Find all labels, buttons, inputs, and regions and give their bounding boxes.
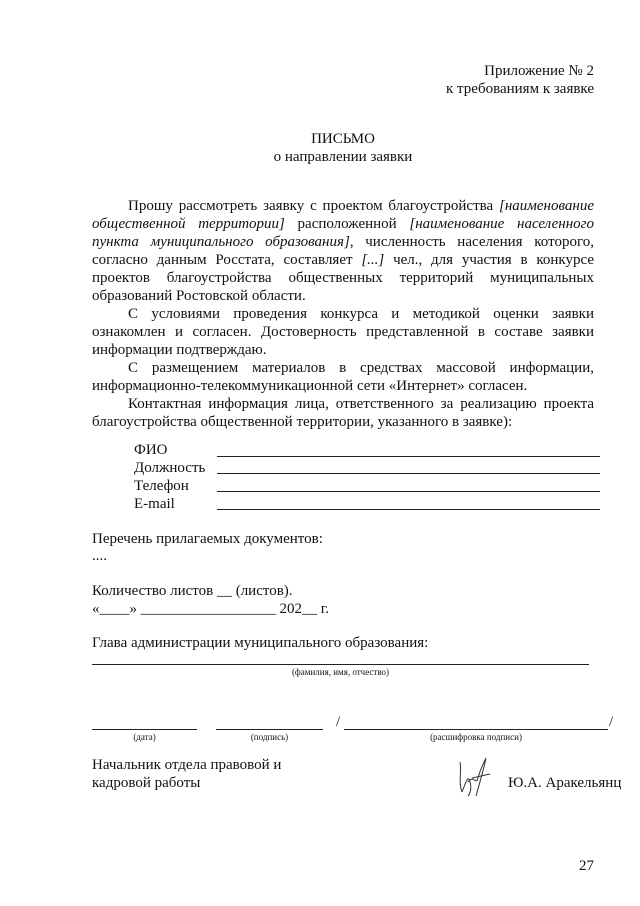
paragraph-media: С размещением материалов в средствах массовой информации, информационно-телекоммуникационной сети «Интернет» согласен. — [92, 360, 594, 394]
documents-heading: Перечень прилагаемых документов: — [92, 531, 323, 547]
contact-label-phone: Телефон — [134, 478, 189, 494]
caption-date: (дата) — [133, 732, 156, 742]
p1-text-2: расположенной — [284, 216, 410, 232]
paragraph-contact: Контактная информация лица, ответственного за реализацию проекта благоустройства общественной территории, указанного в заявке): — [92, 396, 594, 430]
appendix-subtitle: к требованиям к заявке — [446, 81, 594, 97]
date-sign-line[interactable] — [92, 729, 197, 730]
contact-label-fio: ФИО — [134, 442, 168, 458]
signatory-position-line2: кадровой работы — [92, 775, 201, 791]
caption-signature: (подпись) — [250, 732, 289, 742]
contact-fields — [134, 441, 205, 513]
appendix-number: Приложение № 2 — [484, 63, 594, 79]
handwritten-signature — [450, 752, 498, 800]
position-input-line[interactable] — [217, 473, 600, 474]
signatory-position — [92, 756, 281, 792]
p1-italic-settlement: [наименование населенного пункта муниципального образования] — [92, 216, 594, 250]
paragraph-request — [92, 197, 594, 305]
documents-placeholder: .... — [92, 548, 107, 564]
sheets-count: Количество листов __ (листов). — [92, 583, 293, 599]
signature-line[interactable] — [216, 729, 323, 730]
slash-right: / — [609, 714, 614, 730]
caption-fio: (фамилия, имя, отчество) — [291, 667, 390, 677]
signatory-name: Ю.А. Аракельянц — [508, 775, 622, 791]
contact-label-position: Должность — [134, 460, 206, 476]
caption-decode: (расшифровка подписи) — [430, 732, 522, 742]
signatory-position-line1: Начальник отдела правовой и — [92, 757, 282, 773]
email-input-line[interactable] — [217, 509, 600, 510]
head-admin-label: Глава администрации муниципального образования: — [92, 635, 429, 651]
p1-text-3: , численность населения которого, согласно данным Росстата, составляет — [92, 234, 594, 268]
appendix-header — [300, 62, 594, 98]
p1-text-1: Прошу рассмотреть заявку с проектом благоустройства — [128, 198, 500, 214]
letter-title — [92, 130, 594, 166]
fio-input-line[interactable] — [217, 456, 600, 457]
phone-input-line[interactable] — [217, 491, 600, 492]
p1-italic-population: [...] — [361, 252, 385, 268]
slash-left: / — [336, 714, 341, 730]
decode-line[interactable] — [344, 729, 608, 730]
date-line: «____» __________________ 202__ г. — [92, 601, 329, 617]
page-number: 27 — [579, 858, 594, 874]
p1-text-4: чел., для участия в конкурсе проектов благоустройства общественных территорий муниципальных образований Ростовской области. — [92, 252, 594, 304]
p1-italic-territory: [наименование общественной территории] — [92, 198, 594, 232]
contact-label-email: E-mail — [134, 496, 175, 512]
letter-body — [92, 197, 594, 431]
head-fio-line[interactable] — [92, 664, 589, 665]
paragraph-conditions: С условиями проведения конкурса и методикой оценки заявки ознакомлен и согласен. Достоверность представленной в составе заявки информации подтверждаю. — [92, 306, 594, 358]
letter-title-sub: о направлении заявки — [273, 149, 413, 165]
letter-title-main: ПИСЬМО — [311, 131, 375, 147]
